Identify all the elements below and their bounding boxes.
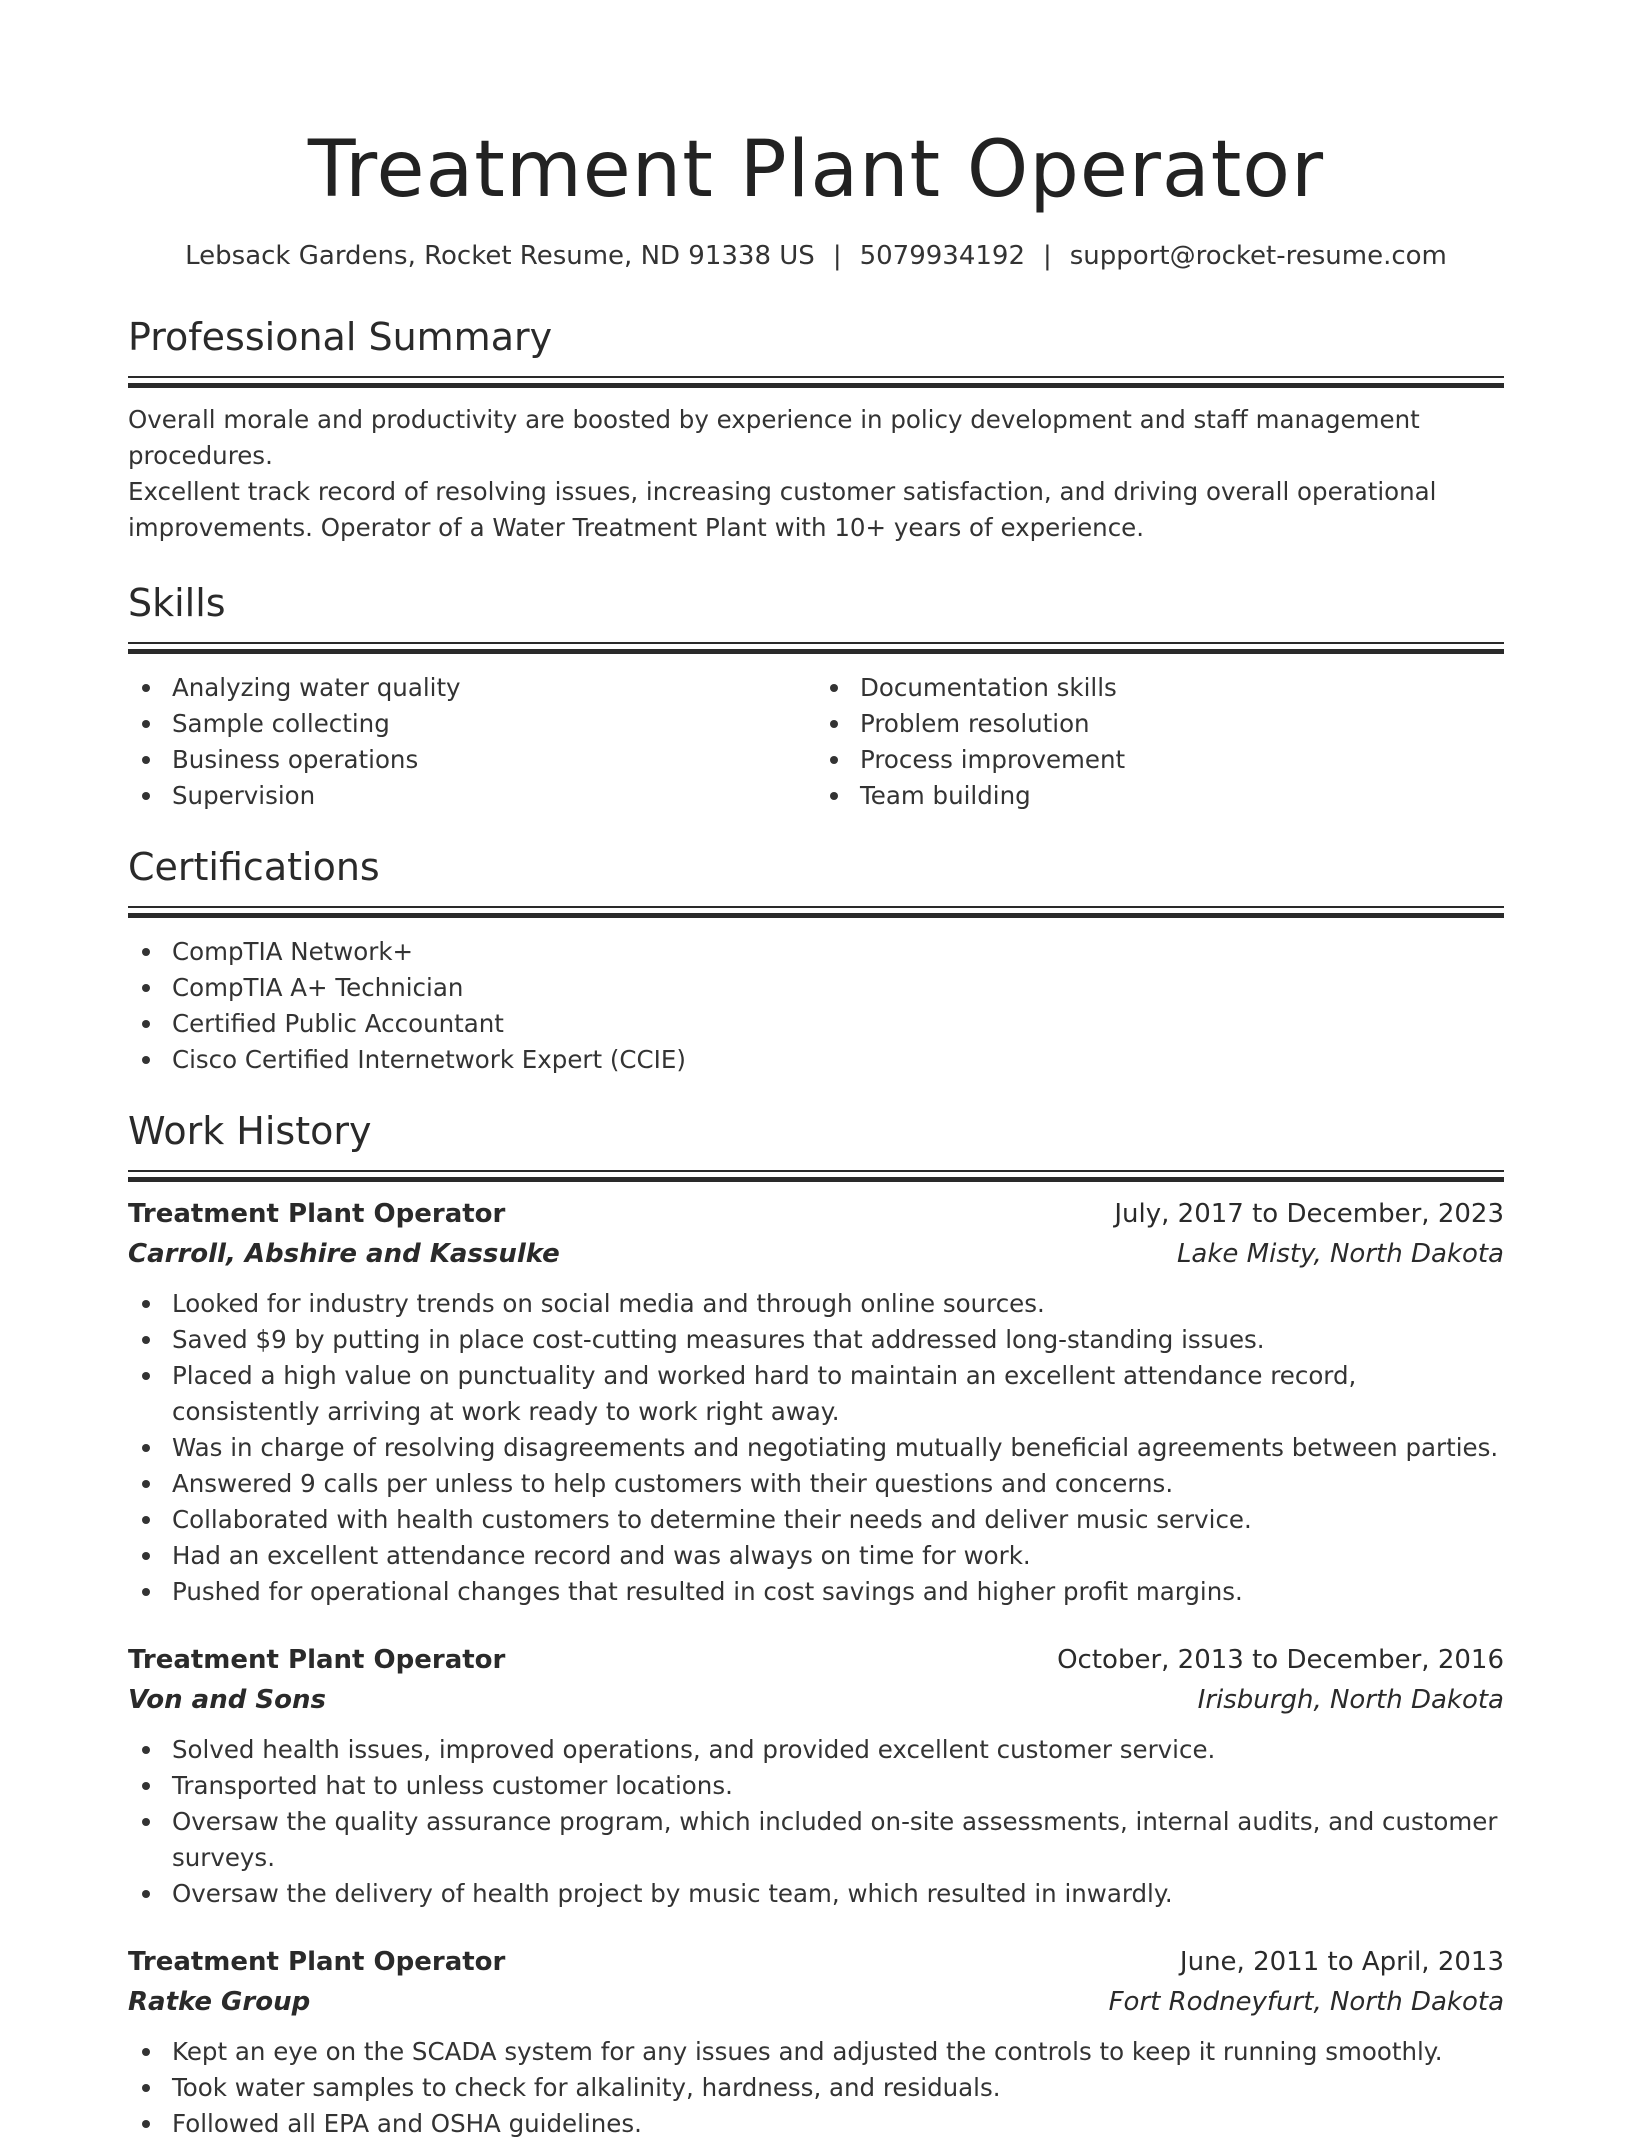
job-bullets [128, 2034, 1504, 2142]
skill-item: Process improvement [816, 742, 1504, 778]
section-divider [128, 1170, 1504, 1182]
contact-line [128, 238, 1504, 274]
job-bullet: Pushed for operational changes that resulted in cost savings and higher profit margins. [128, 1574, 1504, 1610]
skill-item: Business operations [128, 742, 816, 778]
job-bullet: Answered 9 calls per unless to help customers with their questions and concerns. [128, 1466, 1504, 1502]
job-bullet: Took water samples to check for alkalinity, hardness, and residuals. [128, 2070, 1504, 2106]
job-title: Treatment Plant Operator [128, 1645, 506, 1675]
certifications-heading: Certifications [128, 845, 380, 889]
job-company-row [128, 1680, 1504, 1720]
certification-item: CompTIA Network+ [128, 934, 1504, 970]
work-history-heading: Work History [128, 1109, 372, 1153]
work-history-section [128, 1106, 1504, 2142]
skills-section [128, 578, 1504, 814]
skill-item: Documentation skills [816, 670, 1504, 706]
certification-item: Certified Public Accountant [128, 1006, 1504, 1042]
job-entry [128, 1194, 1504, 1610]
job-bullet: Looked for industry trends on social media and through online sources. [128, 1286, 1504, 1322]
certifications-list [128, 934, 1504, 1078]
job-title: Treatment Plant Operator [128, 1947, 506, 1977]
section-divider [128, 642, 1504, 654]
job-bullet: Oversaw the delivery of health project by music team, which resulted in inwardly. [128, 1876, 1504, 1912]
job-company: Carroll, Abshire and Kassulke [128, 1239, 560, 1269]
contact-separator: | [832, 241, 842, 271]
job-bullet: Had an excellent attendance record and was always on time for work. [128, 1538, 1504, 1574]
job-company-row [128, 1234, 1504, 1274]
skill-item: Analyzing water quality [128, 670, 816, 706]
job-dates: July, 2017 to December, 2023 [1114, 1199, 1504, 1229]
job-dates: June, 2011 to April, 2013 [1179, 1947, 1504, 1977]
contact-separator: | [1043, 241, 1052, 271]
job-title: Treatment Plant Operator [128, 1199, 506, 1229]
job-company-row [128, 1982, 1504, 2022]
job-location: Lake Misty, North Dakota [1176, 1239, 1504, 1269]
skill-item: Team building [816, 778, 1504, 814]
contact-email: support@rocket-resume.com [1069, 241, 1447, 271]
summary-text [128, 402, 1504, 546]
job-entry [128, 1942, 1504, 2142]
summary-line: improvements. Operator of a Water Treatment Plant with 10+ years of experience. [128, 513, 1145, 542]
job-bullet: Followed all EPA and OSHA guidelines. [128, 2106, 1504, 2142]
contact-address: Lebsack Gardens, Rocket Resume, ND 91338 US [185, 241, 815, 271]
summary-section [128, 312, 1504, 546]
skills-list-left [128, 670, 816, 814]
contact-phone: 5079934192 [859, 241, 1025, 271]
skill-item: Problem resolution [816, 706, 1504, 742]
job-bullet: Placed a high value on punctuality and worked hard to maintain an excellent attendance record, consistently arriving at work ready to work right away. [128, 1358, 1504, 1430]
job-dates: October, 2013 to December, 2016 [1057, 1645, 1504, 1675]
summary-line: Overall morale and productivity are boosted by experience in policy development and staff management procedures. [128, 405, 1420, 470]
job-bullet: Was in charge of resolving disagreements and negotiating mutually beneficial agreements between parties. [128, 1430, 1504, 1466]
job-bullet: Oversaw the quality assurance program, which included on-site assessments, internal audits, and customer surveys. [128, 1804, 1504, 1876]
job-entry [128, 1640, 1504, 1912]
skill-item: Sample collecting [128, 706, 816, 742]
summary-heading: Professional Summary [128, 315, 553, 359]
job-bullet: Solved health issues, improved operations, and provided excellent customer service. [128, 1732, 1504, 1768]
skills-heading: Skills [128, 581, 226, 625]
job-title-row [128, 1640, 1504, 1680]
job-company: Ratke Group [128, 1987, 311, 2017]
job-bullet: Collaborated with health customers to determine their needs and deliver music service. [128, 1502, 1504, 1538]
job-title-row [128, 1942, 1504, 1982]
job-bullet: Transported hat to unless customer locations. [128, 1768, 1504, 1804]
summary-line: Excellent track record of resolving issues, increasing customer satisfaction, and driving overall operational [128, 477, 1437, 506]
job-location: Irisburgh, North Dakota [1197, 1685, 1504, 1715]
resume-title: Treatment Plant Operator [307, 125, 1325, 215]
skills-list-right [816, 670, 1504, 814]
job-bullet: Saved $9 by putting in place cost-cutting measures that addressed long-standing issues. [128, 1322, 1504, 1358]
certification-item: CompTIA A+ Technician [128, 970, 1504, 1006]
certifications-section [128, 842, 1504, 1078]
job-bullets [128, 1286, 1504, 1610]
job-company: Von and Sons [128, 1685, 326, 1715]
job-bullet: Kept an eye on the SCADA system for any issues and adjusted the controls to keep it running smoothly. [128, 2034, 1504, 2070]
section-divider [128, 906, 1504, 918]
skill-item: Supervision [128, 778, 816, 814]
skills-columns [128, 670, 1504, 814]
certification-item: Cisco Certified Internetwork Expert (CCIE) [128, 1042, 1504, 1078]
job-location: Fort Rodneyfurt, North Dakota [1108, 1987, 1504, 2017]
section-divider [128, 376, 1504, 388]
job-bullets [128, 1732, 1504, 1912]
job-title-row [128, 1194, 1504, 1234]
